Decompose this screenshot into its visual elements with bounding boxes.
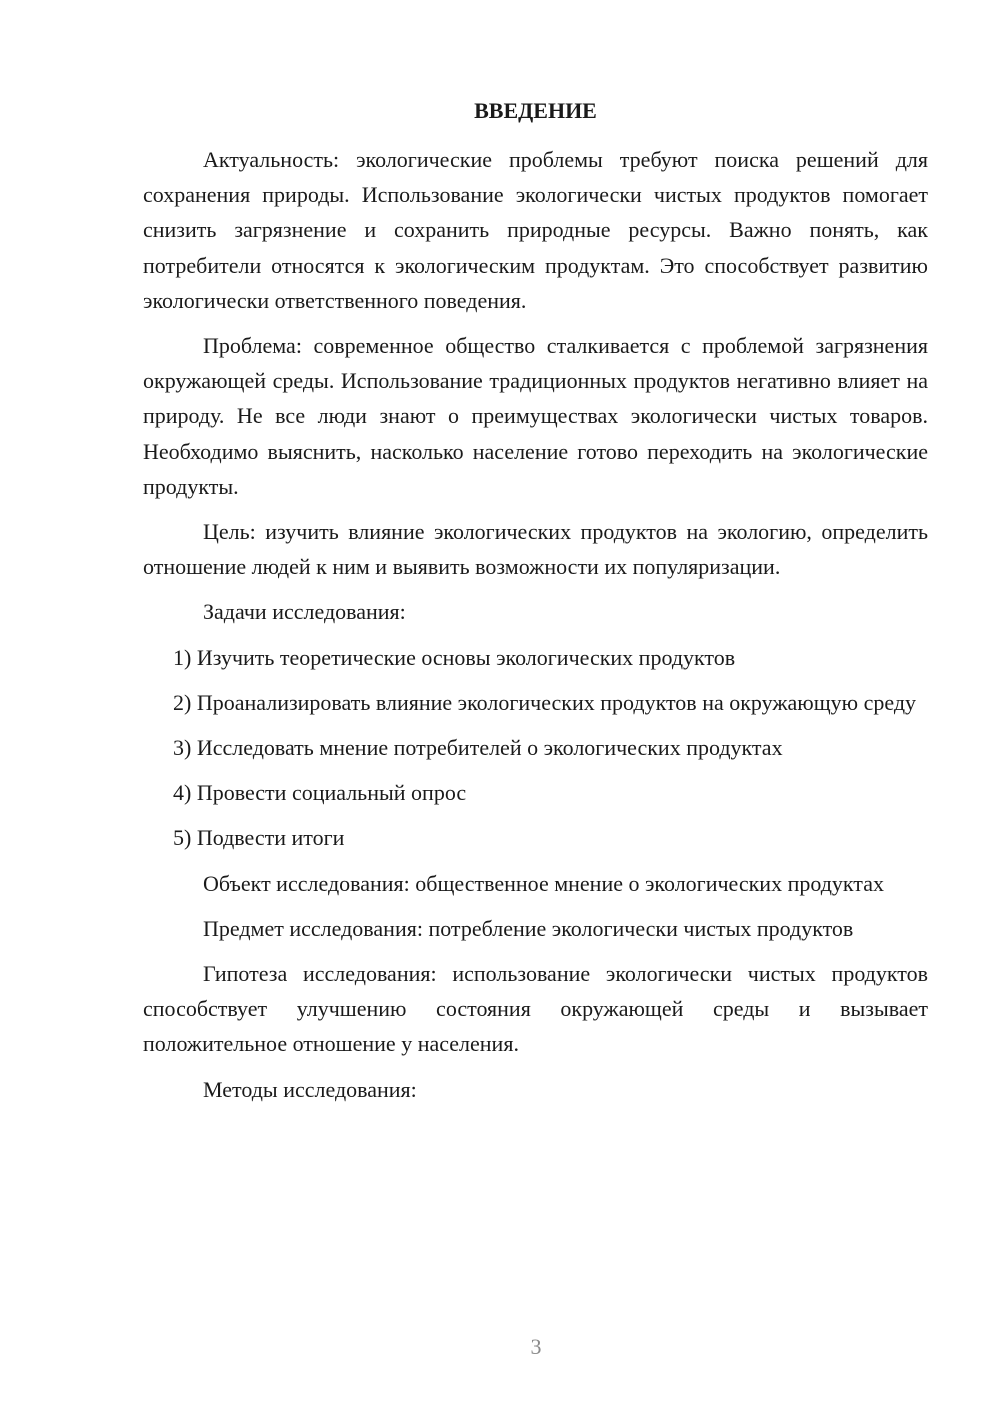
task-item-5: 5) Подвести итоги <box>173 825 345 851</box>
page-title: ВВЕДЕНИЕ <box>474 98 597 123</box>
subject-paragraph: Предмет исследования: потребление экологически чистых продуктов <box>203 915 854 941</box>
task-item-2: 2) Проанализировать влияние экологических продуктов на окружающую среду <box>173 689 917 715</box>
page-number: 3 <box>530 1334 542 1359</box>
tasks-heading: Задачи исследования: <box>203 599 406 625</box>
task-item-4: 4) Провести социальный опрос <box>173 780 467 806</box>
object-paragraph: Объект исследования: общественное мнение о экологических продуктах <box>203 870 884 896</box>
goal-paragraph: Цель: изучить влияние экологических продуктов на экологию, определить отношение людей к ним и выявить возможности их популяризации. <box>143 519 928 580</box>
hypothesis-paragraph: Гипотеза исследования: использование экологически чистых продуктов способствует улучшению состояния окружающей среды и вызывает положительное отношение у населения. <box>143 961 928 1057</box>
task-item-1: 1) Изучить теоретические основы экологических продуктов <box>173 644 736 670</box>
page-content <box>143 96 928 1117</box>
problem-paragraph: Проблема: современное общество сталкивается с проблемой загрязнения окружающей среды. Использование традиционных продуктов негативно влияет на природу. Не все люди знают о преимуществах экологически чистых товаров. Необходимо выяснить, насколько население готово переходить на экологические продукты. <box>143 333 928 499</box>
relevance-paragraph: Актуальность: экологические проблемы требуют поиска решений для сохранения природы. Использование экологически чистых продуктов помогает снизить загрязнение и сохранить природные ресурсы. Важно понять, как потребители относятся к экологическим продуктам. Это способствует развитию экологически ответственного поведения. <box>143 147 928 313</box>
methods-heading: Методы исследования: <box>203 1076 417 1102</box>
task-item-3: 3) Исследовать мнение потребителей о экологических продуктах <box>173 735 783 761</box>
